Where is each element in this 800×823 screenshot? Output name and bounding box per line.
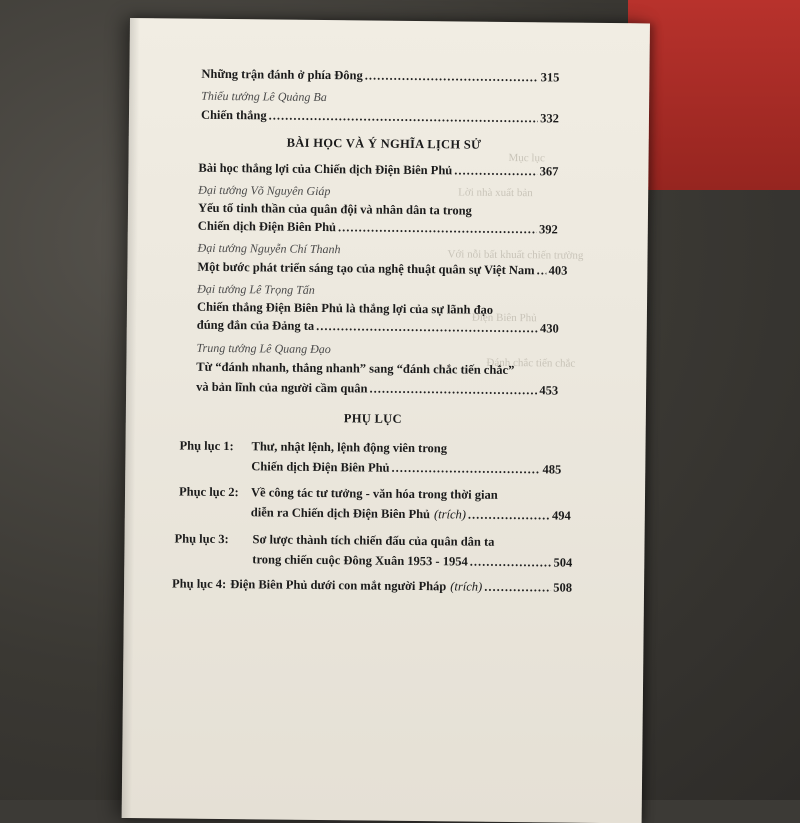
toc-entry-line: Từ “đánh nhanh, thắng nhanh” sang “đánh chắc tiến chắc” (196, 359, 515, 378)
leader-dots (369, 382, 537, 399)
ghost-text: Với nỗi bất khuất chiến trường (447, 248, 584, 262)
toc-entry-title: trong chiến cuộc Đông Xuân 1953 - 1954 (252, 552, 468, 569)
toc-entry-title: và bản lĩnh của người cầm quân (196, 379, 368, 396)
toc-entry-title: đúng đắn của Đảng ta (196, 317, 315, 333)
appendix-label: Phụ lục 4: (172, 576, 227, 592)
toc-entry-title: Điện Biên Phủ dưới con mắt người Pháp (230, 577, 447, 594)
toc-entry-note: (trích) (433, 507, 467, 522)
toc-entry-title: Bài học thắng lợi của Chiến dịch Điện Biên Phủ (198, 160, 453, 178)
section-heading: BÀI HỌC VÀ Ý NGHĨA LỊCH SỬ (286, 135, 482, 152)
toc-entry (172, 576, 572, 595)
toc-entry (251, 505, 571, 523)
leader-dots (338, 220, 537, 237)
leader-dots (470, 555, 552, 571)
toc-author: Đại tướng Võ Nguyên Giáp (198, 182, 331, 199)
toc-entry-line: Thư, nhật lệnh, lệnh động viên trong (251, 439, 448, 456)
toc-page-number: 494 (551, 508, 571, 523)
toc-entry-line: Sơ lược thành tích chiến đấu của quân dân ta (252, 532, 495, 549)
ghost-text: Mục lục (508, 151, 545, 165)
toc-author: Đại tướng Lê Trọng Tấn (197, 281, 315, 297)
toc-entry (201, 67, 559, 86)
toc-entry-line: Chiến thắng Điện Biên Phủ là thắng lợi của sự lãnh đạo (196, 299, 494, 317)
toc-entry-title: Những trận đánh ở phía Đông (201, 66, 363, 83)
toc-page-number: 332 (540, 111, 560, 126)
toc-page-number: 430 (539, 321, 559, 336)
toc-entry-title: Một bước phát triển sáng tạo của nghệ thuật quân sự Việt Nam (197, 259, 535, 278)
toc-entry (197, 259, 568, 279)
toc-entry (198, 161, 558, 180)
toc-entry-note: (trích) (450, 579, 483, 594)
appendix-label: Phụ lục 1: (179, 438, 234, 454)
leader-dots (484, 580, 551, 596)
toc-entry-line: Về công tác tư tưởng - văn hóa trong thời gian (250, 485, 498, 502)
leader-dots (454, 163, 538, 179)
leader-dots (391, 461, 540, 478)
toc-entry (252, 552, 572, 570)
toc-entry-title: Chiến dịch Điện Biên Phủ (197, 218, 337, 235)
appendix-label: Phụ lục 3: (174, 531, 229, 547)
leader-dots (269, 108, 539, 126)
toc-page-number: 392 (538, 222, 558, 237)
leader-dots (365, 68, 539, 85)
toc-entry (201, 108, 559, 127)
leader-dots (316, 319, 538, 336)
book-page (122, 18, 650, 823)
toc-author: Trung tướng Lê Quang Đạo (196, 340, 331, 357)
section-heading: PHỤ LỤC (343, 411, 402, 426)
appendix-label: Phục lục 2: (178, 484, 239, 500)
toc-author: Đại tướng Nguyễn Chí Thanh (197, 240, 341, 257)
toc-page-number: 504 (553, 555, 573, 570)
toc-page-number: 315 (540, 70, 560, 85)
toc-page-number: 367 (539, 164, 559, 179)
red-book-corner (628, 0, 800, 190)
toc-author: Thiếu tướng Lê Quảng Ba (201, 88, 327, 105)
toc-page-number: 453 (539, 383, 559, 398)
toc-entry-title: Chiến dịch Điện Biên Phủ (251, 459, 390, 475)
toc-entry (251, 459, 561, 477)
toc-entry (196, 380, 558, 399)
leader-dots (537, 263, 547, 278)
toc-entry (197, 318, 559, 337)
ghost-text: Lời nhà xuất bản (458, 186, 533, 200)
toc-entry-title: diễn ra Chiến dịch Điện Biên Phủ (250, 505, 431, 522)
toc-entry-line: Yếu tố tinh thần của quân đội và nhân dân ta trong (197, 200, 472, 218)
toc-entry (198, 219, 558, 238)
toc-entry-title: Chiến thắng (200, 107, 267, 123)
ghost-text: Đánh chắc tiến chắc (486, 356, 576, 370)
ghost-text: Điện Biên Phủ (471, 311, 537, 325)
toc-page-number: 403 (548, 263, 568, 278)
toc-page-number: 508 (553, 580, 573, 595)
leader-dots (468, 508, 550, 524)
toc-page-number: 485 (542, 462, 562, 477)
